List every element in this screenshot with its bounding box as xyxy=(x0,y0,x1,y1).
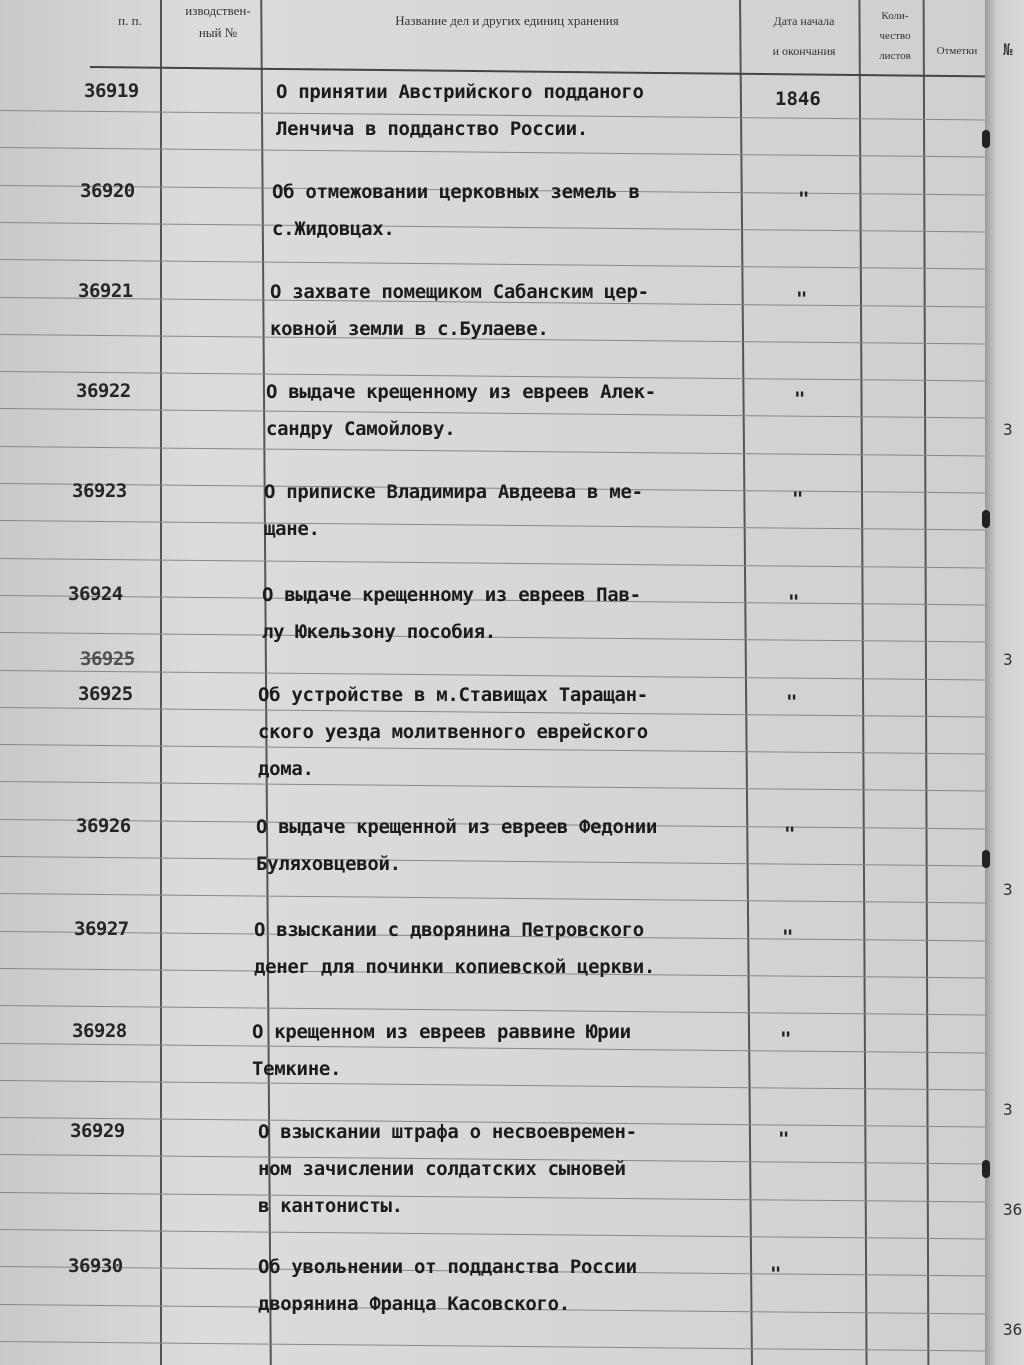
entry-title: О выдаче крещенному из евреев Алек- сандру Самойлову. xyxy=(266,381,656,440)
binding-hole xyxy=(982,130,990,148)
entry-date: " xyxy=(782,926,794,948)
header-col-count: Коли- чество листов xyxy=(879,10,911,62)
entry-title: О выдаче крещенной из евреев Федонии Буляховцевой. xyxy=(256,816,658,875)
entry-number: 36920 xyxy=(80,180,135,202)
entry-date: " xyxy=(784,823,796,845)
header-col-date: Дата начала и окончания xyxy=(772,14,836,58)
binding-hole xyxy=(982,1160,990,1178)
entry-title: Об устройстве в м.Ставищах Таращан- ского уезда молитвенного еврейского дома. xyxy=(258,684,648,780)
header-col-title: Название дел и других единиц хранения xyxy=(395,13,619,28)
entry-date: " xyxy=(778,1128,790,1150)
entry-date: " xyxy=(792,488,804,510)
ruled-line xyxy=(0,893,985,903)
ruled-line xyxy=(0,147,985,157)
entry-number: 36930 xyxy=(68,1255,123,1277)
entry-date: " xyxy=(798,188,810,210)
ruled-line xyxy=(0,1229,985,1239)
entry-title: Об отмежовании церковных земель в с.Жидовцах. xyxy=(272,181,640,240)
struck-entry-number: 36925 xyxy=(80,648,135,670)
edge-text: 3 xyxy=(1003,420,1013,439)
entry-number: 36926 xyxy=(76,815,131,837)
entry-title: О выдаче крещенному из евреев Пав- лу Юкельзону пособия. xyxy=(262,584,641,643)
edge-text: 36 xyxy=(1003,1320,1023,1339)
binding-hole xyxy=(982,850,990,868)
entry-number: 36925 xyxy=(78,683,133,705)
entry-date: " xyxy=(780,1028,792,1050)
entry-date: 1846 xyxy=(775,88,821,110)
entry-number: 36919 xyxy=(84,80,139,102)
header-col-production: изводствен- ный № xyxy=(185,3,251,40)
entry-title: О захвате помещиком Сабанским цер- ковной земли в с.Булаеве. xyxy=(270,281,649,340)
header-col-notes: Отметки xyxy=(936,45,978,57)
entry-date: " xyxy=(796,288,808,310)
binding-hole xyxy=(982,510,990,528)
entry-title: Об увольнении от подданства России дворянина Франца Касовского. xyxy=(258,1256,637,1315)
entry-date: " xyxy=(794,388,806,410)
entry-date: " xyxy=(786,691,798,713)
header-col-number: п. п. xyxy=(118,13,142,28)
entry-number: 36928 xyxy=(72,1020,127,1042)
ruled-line xyxy=(0,1341,985,1351)
entry-title: О приписке Владимира Авдеева в ме- щане. xyxy=(264,481,643,540)
entry-number: 36923 xyxy=(72,480,127,502)
entry-number: 36929 xyxy=(70,1120,125,1142)
ruled-line xyxy=(0,558,985,568)
column-divider xyxy=(858,0,867,1365)
entry-date: " xyxy=(770,1263,782,1285)
column-divider xyxy=(160,0,162,1365)
edge-text: 3 xyxy=(1003,1100,1013,1119)
edge-text: 36 xyxy=(1003,1200,1023,1219)
entry-title: О крещенном из евреев раввине Юрии Темкине. xyxy=(252,1021,631,1080)
entry-title: О взыскании с дворянина Петровского денег для починки копиевской церкви. xyxy=(254,919,656,978)
column-divider xyxy=(923,0,930,1365)
entry-title: О взыскании штрафа о несвоевремен- ном зачислении солдатских сыновей в кантонисты. xyxy=(258,1121,637,1217)
edge-text: № xyxy=(1003,40,1013,59)
edge-text: 3 xyxy=(1003,650,1013,669)
adjacent-page-edge xyxy=(985,0,1024,1365)
entry-number: 36927 xyxy=(74,918,129,940)
entry-number: 36924 xyxy=(68,583,123,605)
entry-number: 36921 xyxy=(78,280,133,302)
entry-number: 36922 xyxy=(76,380,131,402)
entry-date: " xyxy=(788,591,800,613)
edge-text: 3 xyxy=(1003,880,1013,899)
ruled-line xyxy=(0,259,985,269)
entry-title: О принятии Австрийского подданого Ленчича в подданство России. xyxy=(276,81,644,140)
